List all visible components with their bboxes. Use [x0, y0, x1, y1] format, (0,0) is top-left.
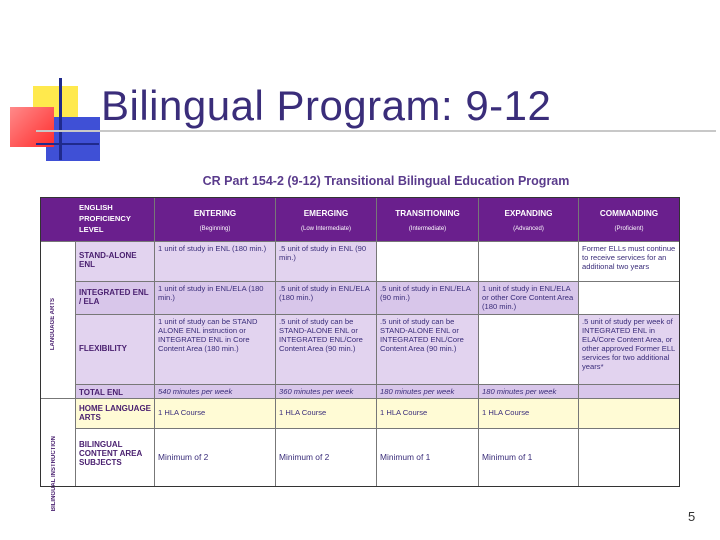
header-entering — [155, 198, 276, 242]
cell-stand-alone-commanding: Former ELLs must continue to receive services for an additional two years — [579, 242, 679, 282]
decorative-blue-square — [46, 117, 100, 161]
row-label-stand-alone: STAND-ALONE ENL — [76, 242, 155, 282]
cell-bilingual-content-expanding: Minimum of 1 — [479, 429, 579, 486]
cell-stand-alone-entering: 1 unit of study in ENL (180 min.) — [155, 242, 276, 282]
cell-bilingual-content-emerging: Minimum of 2 — [276, 429, 377, 486]
header-emerging — [276, 198, 377, 242]
cell-bilingual-content-commanding — [579, 429, 679, 486]
cell-stand-alone-transitioning — [377, 242, 479, 282]
header-commanding-label: COMMANDING — [599, 209, 659, 218]
cell-home-language-transitioning: 1 HLA Course — [377, 399, 479, 429]
cell-total-entering: 540 minutes per week — [155, 385, 276, 399]
section-language-arts — [41, 242, 76, 399]
header-expanding — [479, 198, 579, 242]
cell-total-expanding: 180 minutes per week — [479, 385, 579, 399]
header-commanding — [579, 198, 679, 242]
cell-total-emerging: 360 minutes per week — [276, 385, 377, 399]
cell-integrated-expanding: 1 unit of study in ENL/ELA or other Core Content Area (180 min.) — [479, 282, 579, 315]
section-bilingual-instruction — [41, 399, 76, 486]
cell-home-language-entering: 1 HLA Course — [155, 399, 276, 429]
header-transitioning-sub: (Intermediate) — [408, 226, 447, 232]
header-expanding-label: EXPANDING — [504, 209, 553, 218]
page-number: 5 — [688, 509, 696, 524]
header-transitioning — [377, 198, 479, 242]
section-language-arts-label: LANGUAGE ARTS — [50, 298, 56, 351]
cell-stand-alone-emerging: .5 unit of study in ENL (90 min.) — [276, 242, 377, 282]
cell-integrated-entering: 1 unit of study in ENL/ELA (180 min.) — [155, 282, 276, 315]
row-label-total: TOTAL ENL — [76, 385, 155, 399]
cell-home-language-expanding: 1 HLA Course — [479, 399, 579, 429]
cell-integrated-commanding — [579, 282, 679, 315]
title-underline — [36, 130, 716, 132]
cell-integrated-emerging: .5 unit of study in ENL/ELA (180 min.) — [276, 282, 377, 315]
row-label-home-language: HOME LANGUAGE ARTS — [76, 399, 155, 429]
cell-stand-alone-expanding — [479, 242, 579, 282]
table-title: CR Part 154-2 (9-12) Transitional Bilingual Education Program — [202, 174, 570, 188]
cell-total-transitioning: 180 minutes per week — [377, 385, 479, 399]
header-proficiency-level: ENGLISH PROFICIENCY LEVEL — [41, 198, 155, 242]
cell-integrated-transitioning: .5 unit of study in ENL/ELA (90 min.) — [377, 282, 479, 315]
cell-total-commanding — [579, 385, 679, 399]
row-label-bilingual-content: BILINGUAL CONTENT AREA SUBJECTS — [76, 429, 155, 486]
program-table — [40, 197, 680, 512]
decorative-horizontal-line — [36, 143, 99, 145]
header-entering-label: ENTERING — [193, 209, 237, 218]
cell-flexibility-entering: 1 unit of study can be STAND ALONE ENL instruction or INTEGRATED ENL in Core Content Area (180 min.) — [155, 315, 276, 385]
row-label-flexibility: FLEXIBILITY — [76, 315, 155, 385]
decorative-red-square — [10, 107, 54, 147]
header-emerging-sub: (Low Intermediate) — [300, 226, 352, 232]
header-commanding-sub: (Proficient) — [614, 226, 644, 232]
section-bilingual-instruction-label: BILINGUAL INSTRUCTION — [51, 436, 57, 512]
header-emerging-label: EMERGING — [303, 209, 349, 218]
header-expanding-sub: (Advanced) — [513, 226, 544, 232]
header-entering-sub: (Beginning) — [199, 226, 231, 232]
header-transitioning-label: TRANSITIONING — [395, 209, 460, 218]
cell-flexibility-expanding — [479, 315, 579, 385]
slide-title: Bilingual Program: 9-12 — [101, 82, 552, 129]
cell-flexibility-transitioning: .5 unit of study can be STAND-ALONE ENL or INTEGRATED ENL/Core Content Area (90 min.) — [377, 315, 479, 385]
cell-flexibility-commanding: .5 unit of study per week of INTEGRATED ENL in ELA/Core Content Area, or other approved Former ELL services for two additional years* — [579, 315, 679, 385]
cell-bilingual-content-transitioning: Minimum of 1 — [377, 429, 479, 486]
cell-home-language-emerging: 1 HLA Course — [276, 399, 377, 429]
row-label-integrated: INTEGRATED ENL / ELA — [76, 282, 155, 315]
cell-bilingual-content-entering: Minimum of 2 — [155, 429, 276, 486]
cell-home-language-commanding — [579, 399, 679, 429]
cell-flexibility-emerging: .5 unit of study can be STAND-ALONE ENL or INTEGRATED ENL/Core Content Area (90 min.) — [276, 315, 377, 385]
decorative-vertical-line — [59, 78, 62, 160]
